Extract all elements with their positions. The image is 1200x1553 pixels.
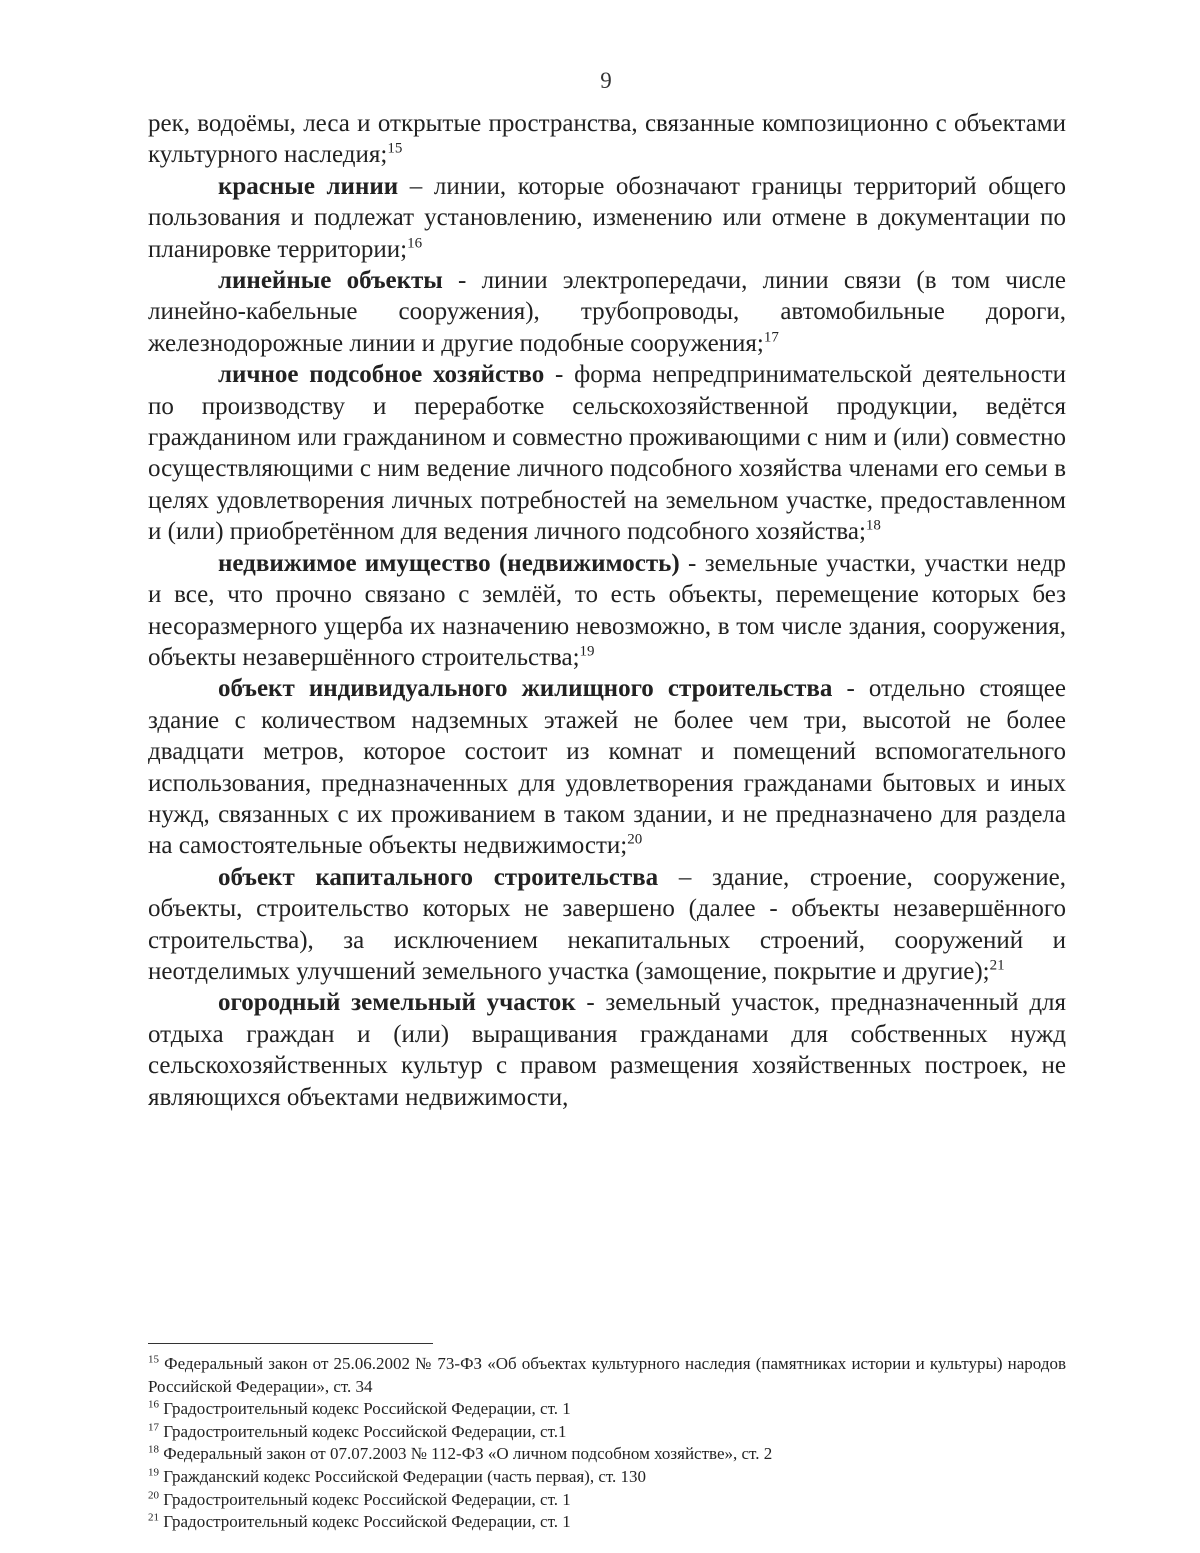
defined-term: личное подсобное хозяйство — [218, 361, 545, 389]
paragraph-continuation — [148, 108, 1066, 171]
definition-text: - отдельно стоящее здание с количеством надземных этажей не более чем три, высотой не более двадцати метров, которое состоит из комнат и помещений вспомогательного использования, предназначенных для удовлетворения гражданами бытовых и иных нужд, связанных с их проживанием в таком здании, и не предназначено для раздела на самостоятельные объекты недвижимости; — [148, 675, 1066, 860]
footnote-text: Градостроительный кодекс Российской Федерации, ст. 1 — [159, 1512, 571, 1532]
definition-paragraph — [148, 171, 1066, 265]
definition-paragraph — [148, 548, 1066, 674]
definition-text: – линии, которые обозначают границы территорий общего пользования и подлежат установлению, изменению или отмене в документации по планировке территории; — [148, 172, 1066, 263]
footnote-ref: 21 — [989, 957, 1005, 974]
footnote — [148, 1511, 1066, 1534]
footnote — [148, 1398, 1066, 1421]
definition-text: – здание, строение, сооружение, объекты, строительство которых не завершено (далее - объекты незавершённого строительства), за исключением некапитальных строений, сооружений и неотделимых улучшений земельного участка (замощение, покрытие и другие); — [148, 863, 1066, 985]
defined-term: линейные объекты — [218, 267, 443, 295]
footnote-number: 16 — [148, 1398, 159, 1411]
footnote-ref: 17 — [763, 329, 779, 346]
footnote — [148, 1443, 1066, 1466]
definition-paragraph — [148, 359, 1066, 547]
footnote-text: Федеральный закон от 07.07.2003 № 112-ФЗ «О личном подсобном хозяйстве», ст. 2 — [159, 1444, 773, 1464]
defined-term: объект капитального строительства — [218, 863, 659, 891]
footnote — [148, 1489, 1066, 1512]
definition-text: - форма непредпринимательской деятельности по производству и переработке сельскохозяйственной продукции, ведётся гражданином или гражданином и совместно проживающими с ним и (или) совместно осуществляющими с ним ведение личного подсобного хозяйства членами его семьи в целях удовлетворения личных потребностей на земельном участке, предоставленном и (или) приобретённом для ведения личного подсобного хозяйства; — [148, 361, 1066, 546]
footnote-number: 19 — [148, 1466, 159, 1479]
footnotes — [148, 1353, 1066, 1534]
definition-paragraph — [148, 265, 1066, 359]
footnote-number: 20 — [148, 1488, 159, 1501]
definition-paragraph — [148, 862, 1066, 988]
defined-term: огородный земельный участок — [218, 989, 576, 1017]
footnote-text: Градостроительный кодекс Российской Федерации, ст.1 — [159, 1421, 567, 1441]
footnote-text: Градостроительный кодекс Российской Федерации, ст. 1 — [159, 1399, 571, 1419]
footnote-number: 21 — [148, 1511, 159, 1524]
definition-paragraph — [148, 673, 1066, 861]
footnote-ref: 18 — [865, 517, 881, 534]
defined-term: объект индивидуального жилищного строительства — [218, 675, 833, 703]
defined-term: недвижимое имущество (недвижимость) — [218, 549, 680, 577]
footnote-number: 17 — [148, 1421, 159, 1434]
definition-text: - земельные участки, участки недр и все, что прочно связано с землёй, то есть объекты, перемещение которых без несоразмерного ущерба их назначению невозможно, в том числе здания, сооружения, объекты незавершённого строительства; — [148, 549, 1066, 671]
footnote-ref: 16 — [407, 235, 423, 252]
definition-text: - земельный участок, предназначенный для отдыха граждан и (или) выращивания гражданами для собственных нужд сельскохозяйственных культур с правом размещения хозяйственных построек, не являющихся объектами недвижимости, — [148, 989, 1067, 1111]
footnote-number: 15 — [148, 1353, 159, 1366]
body-text — [148, 108, 1066, 1113]
defined-term: красные линии — [218, 172, 399, 200]
definition-text: - линии электропередачи, линии связи (в том числе линейно-кабельные сооружения), трубопроводы, автомобильные дороги, железнодорожные линии и другие подобные сооружения; — [148, 267, 1066, 357]
footnote-text: Гражданский кодекс Российской Федерации (часть первая), ст. 130 — [159, 1466, 647, 1486]
footnote-ref: 20 — [627, 832, 643, 849]
footnote-text: Федеральный закон от 25.06.2002 № 73-ФЗ «Об объектах культурного наследия (памятниках истории и культуры) народов Российской Федерации», ст. 34 — [148, 1354, 1066, 1396]
footnote-text: Градостроительный кодекс Российской Федерации, ст. 1 — [159, 1489, 571, 1509]
paragraph-text: рек, водоёмы, леса и открытые пространства, связанные композиционно с объектами культурного наследия; — [148, 110, 1066, 169]
footnote — [148, 1421, 1066, 1444]
footnote-ref: 15 — [387, 141, 403, 158]
footnote-ref: 19 — [579, 643, 595, 660]
footnote — [148, 1353, 1066, 1398]
definition-paragraph — [148, 987, 1066, 1113]
footnote-separator — [148, 1343, 433, 1344]
page-number: 9 — [600, 68, 612, 93]
footnote — [148, 1466, 1066, 1489]
footnote-number: 18 — [148, 1443, 159, 1456]
